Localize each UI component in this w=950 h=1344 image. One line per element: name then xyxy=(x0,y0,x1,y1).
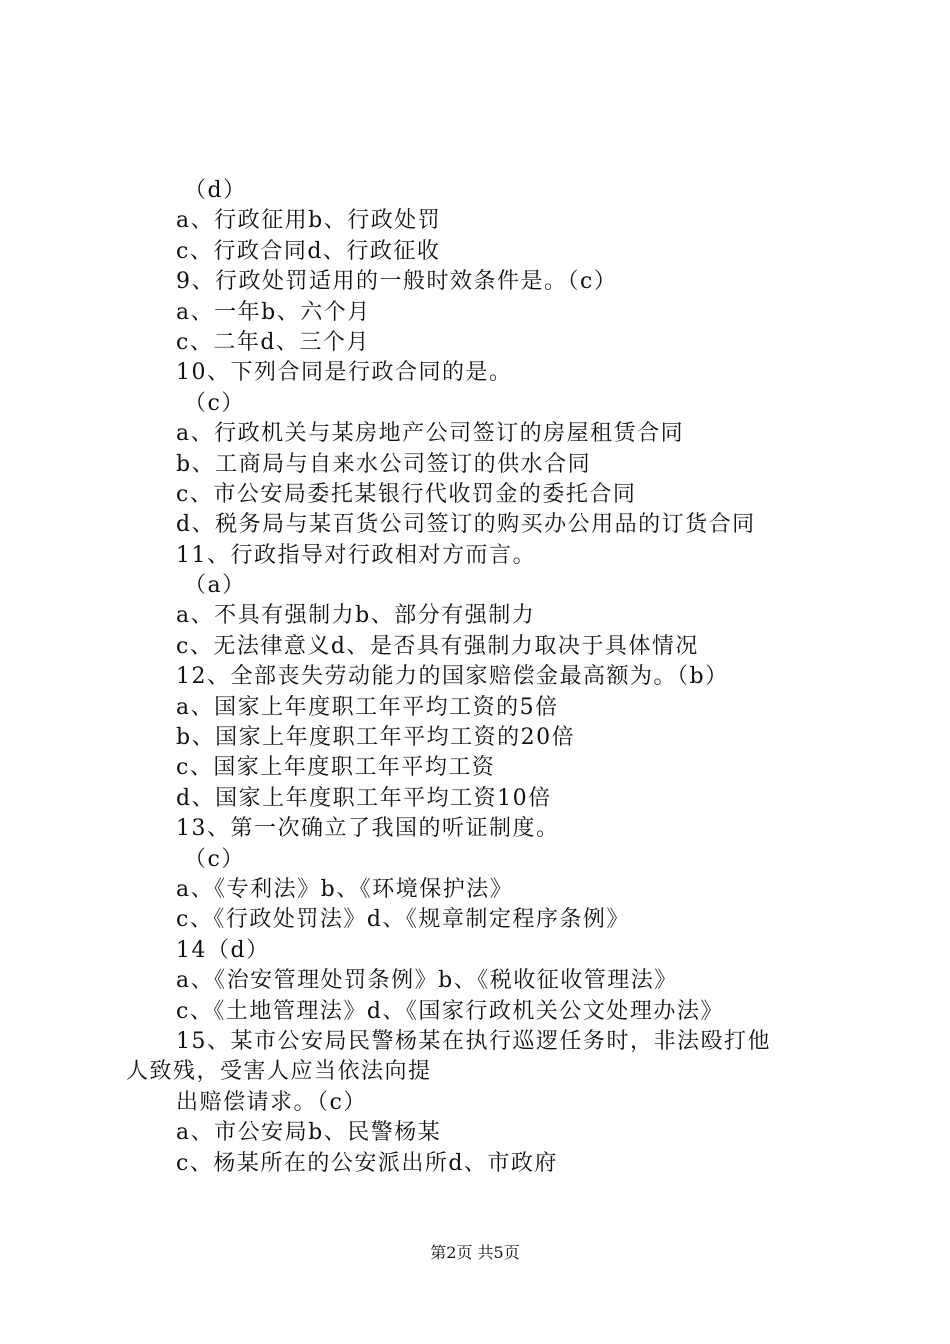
option-line: d、税务局与某百货公司签订的购买办公用品的订货合同 xyxy=(176,512,756,538)
question-15: 15、某市公安局民警杨某在执行巡逻任务时，非法殴打他 xyxy=(176,1028,771,1054)
option-line: c、二年d、三个月 xyxy=(176,329,370,355)
option-line: c、行政合同d、行政征收 xyxy=(176,238,441,264)
option-line: a、不具有强制力b、部分有强制力 xyxy=(176,603,536,629)
option-line: c、市公安局委托某银行代收罚金的委托合同 xyxy=(176,481,637,507)
option-line: c、国家上年度职工年平均工资 xyxy=(176,755,496,781)
answer-line: （d） xyxy=(184,178,247,203)
option-line: c、《土地管理法》d、《国家行政机关公文处理办法》 xyxy=(176,998,724,1024)
page-body xyxy=(126,176,836,1179)
option-line: b、工商局与自来水公司签订的供水合同 xyxy=(176,451,592,477)
option-line: a、行政机关与某房地产公司签订的房屋租赁合同 xyxy=(176,421,685,447)
question-12: 12、全部丧失劳动能力的国家赔偿金最高额为。（b） xyxy=(176,664,729,690)
option-line: c、杨某所在的公安派出所d、市政府 xyxy=(176,1150,558,1176)
option-line: a、国家上年度职工年平均工资的5倍 xyxy=(176,694,559,720)
question-15-continued: 人致残，受害人应当依法向提 xyxy=(126,1059,432,1085)
option-line: a、市公安局b、民警杨某 xyxy=(176,1120,442,1146)
option-line: b、国家上年度职工年平均工资的20倍 xyxy=(176,725,576,751)
option-line: d、国家上年度职工年平均工资10倍 xyxy=(176,785,552,811)
answer-line: （a） xyxy=(184,573,246,599)
option-line: a、行政征用b、行政处罚 xyxy=(176,208,442,234)
question-15-continued: 出赔偿请求。（c） xyxy=(176,1089,367,1115)
option-line: a、《专利法》b、《环境保护法》 xyxy=(176,876,514,902)
option-line: c、《行政处罚法》d、《规章制定程序条例》 xyxy=(176,907,630,933)
question-9: 9、行政处罚适用的一般时效条件是。（c） xyxy=(176,269,618,295)
question-10: 10、下列合同是行政合同的是。 xyxy=(176,360,513,386)
page-footer: 第2页 共5页 xyxy=(430,1243,520,1262)
answer-line: （c） xyxy=(184,390,245,416)
option-line: c、无法律意义d、是否具有强制力取决于具体情况 xyxy=(176,633,699,659)
question-13: 13、第一次确立了我国的听证制度。 xyxy=(176,816,560,842)
answer-line: （c） xyxy=(184,846,245,872)
question-11: 11、行政指导对行政相对方而言。 xyxy=(176,542,536,568)
option-line: a、一年b、六个月 xyxy=(176,299,371,325)
question-14: 14（d） xyxy=(176,937,270,963)
option-line: a、《治安管理处罚条例》b、《税收征收管理法》 xyxy=(176,968,678,994)
